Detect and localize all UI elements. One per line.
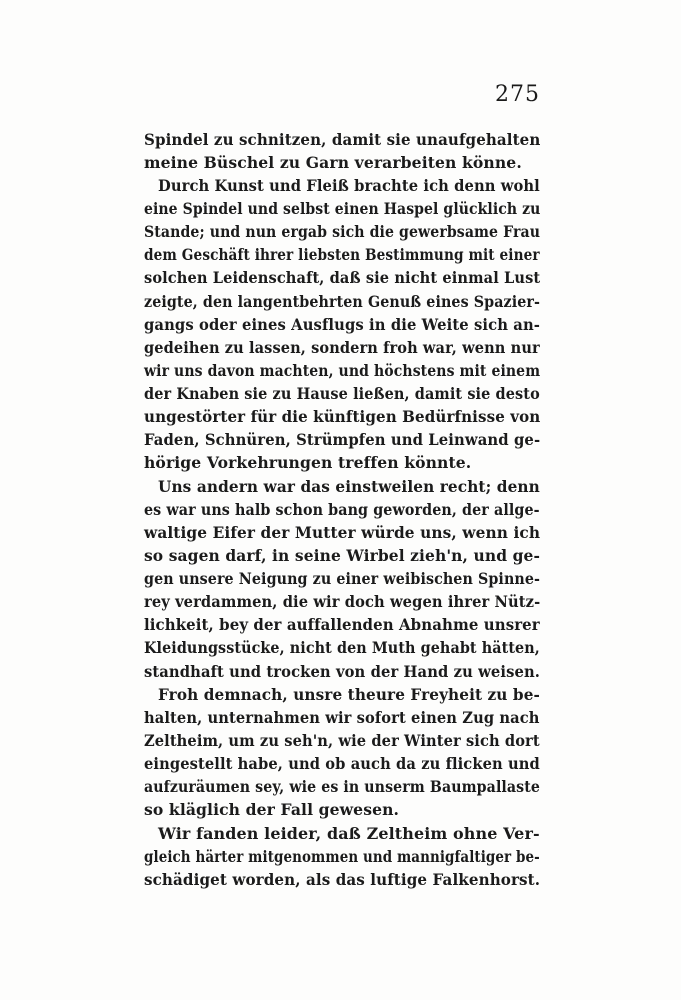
text-line: meine Büschel zu Garn verarbeiten könne. (144, 153, 522, 172)
text-line: Zeltheim, um zu seh'n, wie der Winter sich dort (144, 731, 540, 750)
text-line: eine Spindel und selbst einen Haspel glücklich zu (144, 199, 541, 218)
text-line: waltige Eifer der Mutter würde uns, wenn ich (144, 523, 541, 542)
text-line: lichkeit, bey der auffallenden Abnahme unsrer (144, 615, 540, 634)
page-number: 275 (495, 82, 540, 107)
text-line: gedeihen zu lassen, sondern froh war, wenn nur (144, 338, 540, 357)
text-line: so kläglich der Fall gewesen. (144, 800, 400, 819)
text-line: schädiget worden, als das luftige Falkenhorst. (144, 870, 541, 889)
text-line: wir uns davon machten, und höchstens mit einem (144, 361, 541, 380)
text-line: Stande; und nun ergab sich die gewerbsame Frau (144, 222, 541, 241)
text-line: hörige Vorkehrungen treffen könnte. (144, 453, 472, 472)
text-line: ungestörter für die künftigen Bedürfnisse von (144, 407, 541, 426)
text-line: so sagen darf, in seine Wirbel zieh'n, und ge- (144, 546, 541, 565)
text-line: der Knaben sie zu Hause ließen, damit sie desto (144, 384, 540, 403)
text-line: solchen Leidenschaft, daß sie nicht einmal Lust (144, 268, 541, 287)
text-line: halten, unternahmen wir sofort einen Zug nach (144, 708, 540, 727)
text-line: Durch Kunst und Fleiß brachte ich denn wohl (158, 176, 540, 195)
text-line: Kleidungsstücke, nicht den Muth gehabt hätten, (144, 638, 540, 657)
text-line: eingestellt habe, und ob auch da zu flicken und (144, 754, 540, 773)
text-line: standhaft und trocken von der Hand zu weisen. (144, 662, 540, 681)
text-line: Wir fanden leider, daß Zeltheim ohne Ver- (158, 824, 540, 843)
text-line: Froh demnach, unsre theure Freyheit zu be- (158, 685, 540, 704)
text-line: rey verdammen, die wir doch wegen ihrer Nütz- (144, 592, 541, 611)
text-line: gen unsere Neigung zu einer weibischen Spinne- (144, 569, 541, 588)
text-line: es war uns halb schon bang geworden, der allge- (144, 500, 540, 519)
text-line: zeigte, den langentbehrten Genuß eines Spazier- (144, 292, 541, 311)
text-line: aufzuräumen sey, wie es in unserm Baumpallaste (144, 777, 540, 796)
text-line: Uns andern war das einstweilen recht; denn (158, 477, 540, 496)
text-line: dem Geschäft ihrer liebsten Bestimmung mit einer (144, 245, 540, 264)
text-line: gleich härter mitgenommen und mannigfaltiger be- (144, 847, 540, 866)
text-line: Spindel zu schnitzen, damit sie unaufgehalten (144, 130, 541, 149)
text-line: Faden, Schnüren, Strümpfen und Leinwand ge- (144, 430, 541, 449)
text-line: gangs oder eines Ausflugs in die Weite sich an- (144, 315, 541, 334)
